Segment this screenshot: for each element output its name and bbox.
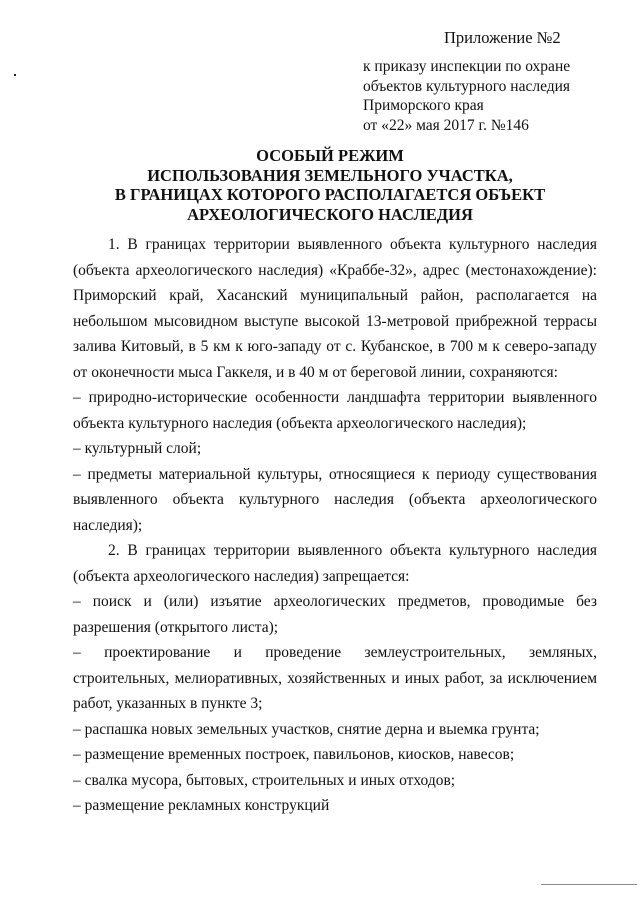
order-line: Приморского края <box>363 97 484 114</box>
order-line: к приказу инспекции по охране <box>363 58 571 75</box>
bullet-ploughing: – распашка новых земельных участков, снятие дерна и выемка грунта; <box>73 720 540 738</box>
order-reference <box>363 57 570 135</box>
bullet-temporary-buildings: – размещение временных построек, павильонов, киосков, навесов; <box>73 746 515 763</box>
document-body <box>73 232 597 819</box>
document-title <box>60 146 600 224</box>
order-line: объектов культурного наследия <box>363 77 571 95</box>
bullet-cultural-layer: – культурный слой; <box>73 440 202 457</box>
title-line: ИСПОЛЬЗОВАНИЯ ЗЕМЕЛЬНОГО УЧАСТКА, <box>147 165 513 185</box>
paragraph-item-2: 2. В границах территории выявленного объекта культурного наследия (объекта археологического наследия) запрещается: <box>73 542 597 585</box>
paragraph-item-1: 1. В границах территории выявленного объекта культурного наследия (объекта археологического наследия) «Краббе-32», адрес (местонахождение): Приморский край, Хасанский муниципальный район, располагается на небольшом мысовидном выступе высокой 13-метровой прибрежной террасы залива Китовый, в 5 км к юго-западу от с. Кубанское, в 700 м к северо-западу от оконечности мыса Гаккеля, и в 40 м от береговой линии, сохраняются: <box>73 236 597 381</box>
bullet-earthworks: – проектирование и проведение землеустроительных, земляных, строительных, мелиоративных, хозяйственных и иных работ, за исключением работ, указанных в пункте 3; <box>73 644 597 712</box>
bullet-material-culture: – предметы материальной культуры, относящиеся к периоду существования выявленного объекта культурного наследия (объекта археологического наследия); <box>73 465 597 534</box>
scan-edge-line <box>541 884 637 885</box>
bullet-advertising: – размещение рекламных конструкций <box>73 797 330 814</box>
bullet-landscape: – природно-исторические особенности ландшафта территории выявленного объекта культурного наследия (объекта археологического наследия); <box>73 389 597 432</box>
scan-speck <box>14 74 16 76</box>
title-line: В ГРАНИЦАХ КОТОРОГО РАСПОЛАГАЕТСЯ ОБЪЕКТ <box>114 185 546 204</box>
bullet-search: – поиск и (или) изъятие археологических предметов, проводимые без разрешения (открытого листа); <box>73 593 597 636</box>
title-line: АРХЕОЛОГИЧЕСКОГО НАСЛЕДИЯ <box>187 204 473 224</box>
order-line: от «22» мая 2017 г. №146 <box>363 116 529 134</box>
title-line: ОСОБЫЙ РЕЖИМ <box>256 146 404 165</box>
bullet-waste: – свалка мусора, бытовых, строительных и иных отходов; <box>73 771 456 789</box>
appendix-number: Приложение №2 <box>444 28 561 47</box>
